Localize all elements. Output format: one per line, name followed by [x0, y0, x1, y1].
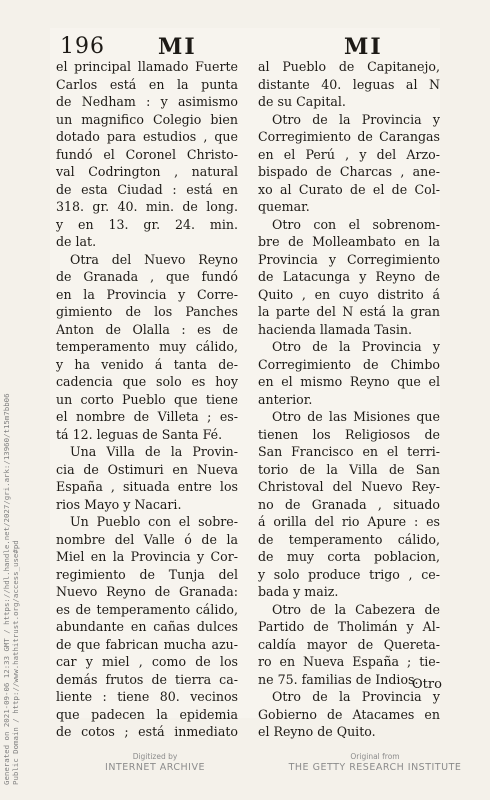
- text-line: Gobierno de Atacames en: [258, 706, 440, 722]
- header-right-word: MI: [344, 34, 383, 60]
- text-line: de muy corta poblacion,: [258, 549, 440, 564]
- paragraph: [258, 58, 440, 111]
- text-line: bispado de Charcas , ane-: [258, 164, 440, 179]
- text-line: nombre del Valle ó de la: [56, 531, 238, 547]
- text-line: regimiento de Tunja del: [56, 566, 238, 582]
- text-line: el nombre de Villeta ; es-: [56, 409, 238, 424]
- text-line: en el Perú , y del Arzo-: [258, 146, 440, 162]
- text-line: liente : tiene 80. vecinos: [56, 689, 238, 704]
- paragraph: [258, 601, 440, 689]
- text-line: que padecen la epidemia: [56, 706, 238, 722]
- text-line: y solo produce trigo , ce-: [258, 566, 440, 582]
- text-line: gimiento de los Panches: [56, 304, 238, 319]
- text-line: Otro de la Cabezera de: [272, 601, 440, 617]
- text-line: quemar.: [258, 199, 310, 214]
- text-line: temperamento muy cálido,: [56, 339, 238, 354]
- digitized-by-block: [75, 752, 235, 773]
- paragraph: [258, 338, 440, 408]
- paragraph: [258, 216, 440, 339]
- text-line: en la Provincia y Corre-: [56, 286, 238, 302]
- text-line: Quito , en cuyo distrito á: [258, 286, 440, 302]
- internet-archive-label: INTERNET ARCHIVE: [105, 762, 205, 773]
- text-line: bada y maiz.: [258, 584, 339, 599]
- text-line: rios Mayo y Nacari.: [56, 496, 182, 512]
- paragraph: [258, 111, 440, 216]
- right-column: [258, 58, 440, 741]
- text-line: Corregimiento de Carangas: [258, 129, 440, 144]
- text-line: el principal llamado Fuerte: [56, 59, 238, 74]
- text-line: de Granada , que fundó: [56, 269, 238, 284]
- text-line: torio de la Villa de San: [258, 461, 440, 477]
- paragraph: [258, 408, 440, 601]
- getty-label: THE GETTY RESEARCH INSTITUTE: [288, 762, 462, 773]
- text-line: cia de Ostimuri en Nueva: [56, 461, 238, 477]
- text-line: caldía mayor de Quereta-: [258, 636, 440, 652]
- text-line: Otro de la Provincia y: [272, 111, 440, 127]
- text-line: es de temperamento cálido,: [56, 601, 238, 617]
- text-line: no de Granada , situado: [258, 496, 440, 512]
- paragraph: [258, 688, 440, 741]
- text-line: Otro de la Provincia y: [272, 339, 440, 354]
- text-line: Nuevo Reyno de Granada:: [56, 584, 238, 599]
- paragraph: [56, 58, 238, 251]
- text-line: bre de Molleambato en la: [258, 234, 440, 249]
- text-line: San Francisco en el terri-: [258, 444, 440, 459]
- text-line: Miel en la Provincia y Cor-: [56, 549, 238, 564]
- text-line: anterior.: [258, 391, 313, 407]
- text-line: el Reyno de Quito.: [258, 724, 376, 739]
- text-line: y en 13. gr. 24. min.: [56, 216, 238, 232]
- header-left-word: MI: [158, 34, 197, 60]
- hathitrust-watermark: [2, 393, 20, 785]
- text-line: ne 75. familias de Indios.: [258, 671, 419, 687]
- text-line: de lat.: [56, 234, 97, 249]
- text-line: Provincia y Corregimiento: [258, 251, 440, 267]
- text-line: y ha venido á tanta de-: [56, 356, 238, 372]
- text-line: distante 40. leguas al N: [258, 76, 440, 92]
- text-line: España , situada entre los: [56, 479, 238, 494]
- text-line: tá 12. leguas de Santa Fé.: [56, 426, 223, 442]
- text-line: Un Pueblo con el sobre-: [70, 514, 238, 529]
- text-line: Una Villa de la Provin-: [70, 444, 238, 459]
- text-line: Otra del Nuevo Reyno: [70, 251, 238, 267]
- text-line: de cotos ; está inmediato: [56, 724, 238, 739]
- text-line: cadencia que solo es hoy: [56, 374, 238, 389]
- text-line: en el mismo Reyno que el: [258, 374, 440, 389]
- text-line: fundó el Coronel Christo-: [56, 146, 238, 162]
- text-line: de temperamento cálido,: [258, 531, 440, 547]
- text-line: Otro de las Misiones que: [272, 409, 440, 424]
- digitization-footer: [0, 752, 490, 792]
- original-from-label: Original from: [350, 752, 400, 761]
- text-line: demás frutos de tierra ca-: [56, 671, 238, 687]
- generation-note: Generated on 2021-09-06 12:33 GMT / https://hdl.handle.net/2027/gri.ark:/13960/t15m7bb06: [2, 393, 11, 785]
- text-line: un magnifico Colegio bien: [56, 111, 238, 127]
- text-line: Otro con el sobrenom-: [272, 216, 440, 232]
- text-line: xo al Curato de el de Col-: [258, 181, 440, 197]
- text-line: al Pueblo de Capitanejo,: [258, 59, 440, 74]
- text-line: de que fabrican mucha azu-: [56, 636, 238, 652]
- text-line: 318. gr. 40. min. de long.: [56, 199, 238, 214]
- text-line: abundante en cañas dulces: [56, 619, 238, 634]
- rights-note: Public Domain / http://www.hathitrust.org/access_use#pd: [11, 540, 20, 785]
- digitized-by-label: Digitized by: [132, 752, 178, 761]
- text-line: Anton de Olalla : es de: [56, 321, 238, 337]
- page-number: 196: [60, 34, 105, 59]
- paragraph: [56, 251, 238, 444]
- text-line: Christoval del Nuevo Rey-: [258, 479, 440, 494]
- text-line: Carlos está en la punta: [56, 76, 238, 92]
- text-line: Corregimiento de Chimbo: [258, 356, 440, 372]
- text-line: hacienda llamada Tasin.: [258, 321, 412, 337]
- text-line: á orilla del rio Apure : es: [258, 514, 440, 529]
- text-line: dotado para estudios , que: [56, 129, 238, 144]
- paragraph: [56, 443, 238, 513]
- text-line: Otro de la Provincia y: [272, 689, 440, 704]
- catchword: Otro: [412, 677, 442, 692]
- text-line: tienen los Religiosos de: [258, 426, 440, 442]
- text-line: un corto Pueblo que tiene: [56, 391, 238, 407]
- left-column: [56, 58, 238, 741]
- text-line: de esta Ciudad : está en: [56, 181, 238, 197]
- text-line: de Nedham : y asimismo: [56, 94, 238, 109]
- original-from-block: [275, 752, 475, 773]
- text-line: car y miel , como de los: [56, 654, 238, 669]
- text-line: la parte del N está la gran: [258, 304, 440, 319]
- text-line: de su Capital.: [258, 94, 346, 109]
- book-page: [50, 28, 442, 739]
- text-line: de Latacunga y Reyno de: [258, 269, 440, 284]
- text-line: Partido de Tholimán y Al-: [258, 619, 440, 634]
- text-line: ro en Nueva España ; tie-: [258, 654, 440, 669]
- paragraph: [56, 513, 238, 741]
- text-line: val Codrington , natural: [56, 164, 238, 179]
